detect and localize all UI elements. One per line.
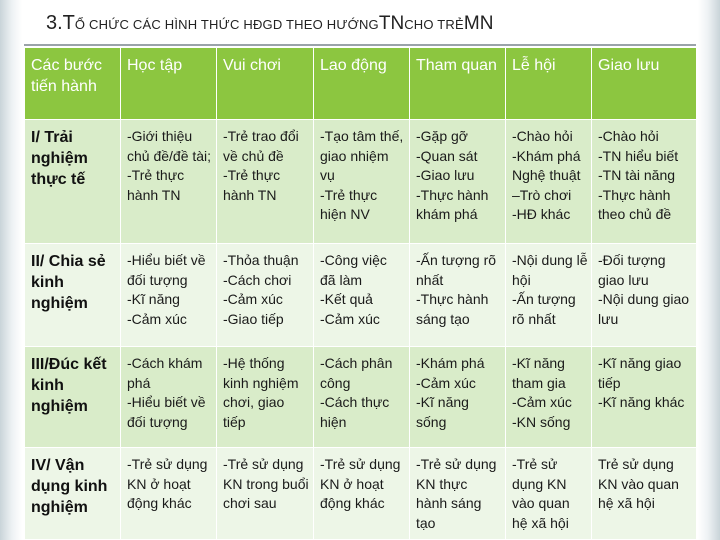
row-1-exchange: -Chào hỏi -TN hiểu biết -TN tài năng -Thực hành theo chủ đề xyxy=(592,120,697,244)
row-4-festival: -Trẻ sử dụng KN vào quan hệ xã hội xyxy=(506,448,592,540)
row-3-learning: -Cách khám phá -Hiểu biết về đối tượng xyxy=(121,347,217,448)
row-2-step: II/ Chia sẻ kinh nghiệm xyxy=(25,244,121,347)
title-part-3: TN xyxy=(378,13,405,34)
row-3-play: -Hệ thống kinh nghiệm chơi, giao tiếp xyxy=(217,347,314,448)
row-3-labor: -Cách phân công -Cách thực hiện xyxy=(314,347,410,448)
row-3-festival: -Kĩ năng tham gia -Cảm xúc -KN sống xyxy=(506,347,592,448)
row-4-exchange: Trẻ sử dụng KN vào quan hệ xã hội xyxy=(592,448,697,540)
row-1-play: -Trẻ trao đổi về chủ đề -Trẻ thực hành TN xyxy=(217,120,314,244)
slide-right-edge xyxy=(698,0,720,540)
row-4-field-trip: -Trẻ sử dụng KN thực hành sáng tạo xyxy=(410,448,506,540)
row-1-step: I/ Trải nghiệm thực tế xyxy=(25,120,121,244)
row-1-learning: -Giới thiệu chủ đề/đề tài; -Trẻ thực hành TN xyxy=(121,120,217,244)
header-cell-festival: Lễ hội xyxy=(506,48,592,120)
title-part-1: 3.T xyxy=(46,12,75,34)
row-4-labor: -Trẻ sử dụng KN ở hoạt động khác xyxy=(314,448,410,540)
row-2-play: -Thỏa thuận -Cách chơi -Cảm xúc -Giao tiếp xyxy=(217,244,314,347)
row-3-exchange: -Kĩ năng giao tiếp -Kĩ năng khác xyxy=(592,347,697,448)
title-part-4: CHO TRẺ xyxy=(404,17,464,32)
row-4-learning: -Trẻ sử dụng KN ở hoạt động khác xyxy=(121,448,217,540)
activities-table xyxy=(24,48,697,540)
title-part-2: Ổ CHỨC CÁC HÌNH THỨC HĐGD THEO HƯỚNG xyxy=(74,17,379,32)
row-3-field-trip: -Khám phá -Cảm xúc -Kĩ năng sống xyxy=(410,347,506,448)
row-1-field-trip: -Gặp gỡ -Quan sát -Giao lưu -Thực hành khám phá xyxy=(410,120,506,244)
header-cell-labor: Lao động xyxy=(314,48,410,120)
row-1-festival: -Chào hỏi -Khám phá Nghệ thuật –Trò chơi -HĐ khác xyxy=(506,120,592,244)
slide-left-edge xyxy=(0,0,22,540)
header-cell-learning: Học tập xyxy=(121,48,217,120)
header-cell-play: Vui chơi xyxy=(217,48,314,120)
row-4-play: -Trẻ sử dụng KN trong buổi chơi sau xyxy=(217,448,314,540)
row-2-festival: -Nội dung lễ hội -Ấn tượng rõ nhất xyxy=(506,244,592,347)
row-1-labor: -Tạo tâm thế, giao nhiệm vụ -Trẻ thực hiện NV xyxy=(314,120,410,244)
row-3-step: III/Đúc kết kinh nghiệm xyxy=(25,347,121,448)
title-part-5: MN xyxy=(463,13,494,34)
row-2-field-trip: -Ấn tượng rõ nhất -Thực hành sáng tạo xyxy=(410,244,506,347)
slide-title xyxy=(46,12,493,42)
row-4-step: IV/ Vận dụng kinh nghiệm xyxy=(25,448,121,540)
header-cell-steps: Các bước tiến hành xyxy=(25,48,121,120)
header-cell-field-trip: Tham quan xyxy=(410,48,506,120)
row-2-exchange: -Đối tượng giao lưu -Nội dung giao lưu xyxy=(592,244,697,347)
header-cell-exchange: Giao lưu xyxy=(592,48,697,120)
row-2-labor: -Công việc đã làm -Kết quả -Cảm xúc xyxy=(314,244,410,347)
title-divider xyxy=(24,44,696,46)
row-2-learning: -Hiểu biết về đối tượng -Kĩ năng -Cảm xúc xyxy=(121,244,217,347)
